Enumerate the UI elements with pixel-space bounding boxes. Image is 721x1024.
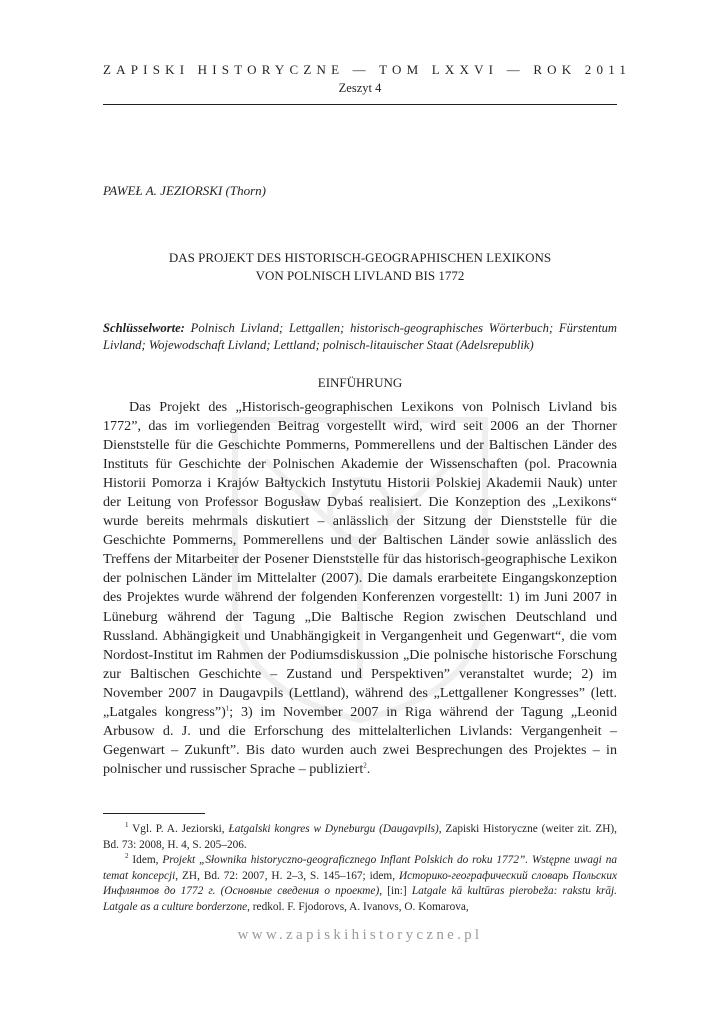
- title-line-1: DAS PROJEKT DES HISTORISCH-GEOGRAPHISCHEN LEXIKONS: [168, 250, 552, 265]
- footnote-rule: [103, 813, 205, 814]
- footnote-2-rest: , redkol. F. Fjodorovs, A. Ivanovs, O. Komarova,: [247, 900, 469, 913]
- footnote-2-mid-2: , [in:]: [379, 885, 412, 898]
- article-title: [103, 249, 617, 285]
- footnote-1-title: Łatgalski kongres w Dyneburgu (Daugavpils): [228, 823, 439, 835]
- footnote-2-marker: 2: [125, 852, 129, 861]
- footnote-2: [103, 853, 617, 915]
- footnote-ref-2[interactable]: 2: [363, 761, 367, 770]
- body-paragraph: [103, 398, 617, 779]
- footnotes: [103, 822, 617, 916]
- website-link[interactable]: www.zapiskihistoryczne.pl: [237, 927, 483, 943]
- paragraph-part-2: ; 3) im November 2007 in Riga während der Tagung „Leonid Arbusow d. J. und die Erforschung des mittelalterlichen Livlands: Vergangenheit – Gegenwart – Zukunft”. Bis dato wurden auch zwei Besprechungen des Projektes – in polnischer und russischer Sprache – publiziert: [103, 703, 618, 777]
- keywords-text: Polnisch Livland; Lettgallen; historisch-geographisches Wörterbuch; Fürstentum Livland; Wojewodschaft Livland; Lettland; polnisch-litauischer Staat (Adelsrepublik): [103, 321, 617, 352]
- header-rule: [103, 104, 617, 105]
- keywords-label: Schlüsselworte:: [103, 321, 185, 335]
- footnote-ref-1[interactable]: 1: [225, 704, 230, 713]
- footnote-2-mid-1: , ZH, Bd. 72: 2007, H. 2–3, S. 145–167; idem,: [175, 869, 399, 882]
- running-head: ZAPISKI HISTORYCZNE — TOM LXXVI — ROK 2011: [103, 62, 632, 77]
- paragraph-end: .: [366, 760, 371, 777]
- footnote-2-lead: Idem,: [128, 854, 163, 867]
- author: PAWEŁ A. JEZIORSKI (Thorn): [103, 183, 266, 198]
- footnote-2-title-1: Projekt „Słownika historyczno-geograficznego Inflant Polskich do roku 1772”. Wstępne uwagi na temat koncepcji: [103, 854, 617, 882]
- issue-number: Zeszyt 4: [338, 81, 382, 95]
- footnote-1-marker: 1: [125, 821, 129, 830]
- paragraph-part-1: Das Projekt des „Historisch-geographischen Lexikons von Polnisch Livland bis 1772”, das im vorliegenden Beitrag vorgestellt wird, wird seit 2006 an der Thorner Dienststelle für die Geschichte Pommerns, Pommerellens und der Baltischen Länder des Instituts für Geschichte der Polnischen Akademie der Wissenschaften (pol. Pracownia Historii Pomorza i Krajów Bałtyckich Instytutu Historii Polskiej Akademii Nauk) unter der Leitung von Professor Bogusław Dybaś realisiert. Die Konzeption des „Lexikons“ wurde bereits mehrmals diskutiert – anlässlich der Sitzung der Dienststelle für die Geschichte Pommerns, Pommerellens und der Baltischen Länder sowie anlässlich des Treffens der Mitarbeiter der Posener Dienststelle für das historisch-geographische Lexikon der polnischen Länder im Mittelalter (2007). Die damals erarbeitete Eingangskonzeption des Projektes wurde während der folgenden Konferenzen vorgestellt: 1) im Juni 2007 in Lüneburg während der Tagung „Die Baltische Region zwischen Deutschland und Russland. Abhängigkeit und Unabhängigkeit in Vergangenheit und Gegenwart“, die vom Nordost-Institut im Rahmen der Podiumsdiskussion „Die polnische historische Forschung zur Baltischen Geschichte – Zustand und Perspektiven” veranstaltet wurde; 2) im November 2007 in Daugavpils (Lettland), während des „Lettgallener Kongresses” (lett. „Latgales kongress”): [103, 399, 617, 720]
- footnote-2-title-3: Latgale kā kultūras pierobeža: rakstu krāj. Latgale as a culture borderzone: [103, 885, 617, 913]
- section-heading: EINFÜHRUNG: [317, 375, 403, 390]
- footnote-1: [103, 822, 617, 853]
- keywords: [103, 320, 617, 354]
- footnote-2-title-2: Историко-географический словарь Польских Инфлянтов до 1772 г. (Основные сведения о проекте): [103, 869, 617, 898]
- footnote-1-lead: Vgl. P. A. Jeziorski,: [128, 823, 229, 835]
- title-line-2: VON POLNISCH LIVLAND BIS 1772: [255, 268, 465, 283]
- footnote-1-rest: , Zapiski Historyczne (weiter zit. ZH), Bd. 73: 2008, H. 4, S. 205–206.: [103, 823, 617, 851]
